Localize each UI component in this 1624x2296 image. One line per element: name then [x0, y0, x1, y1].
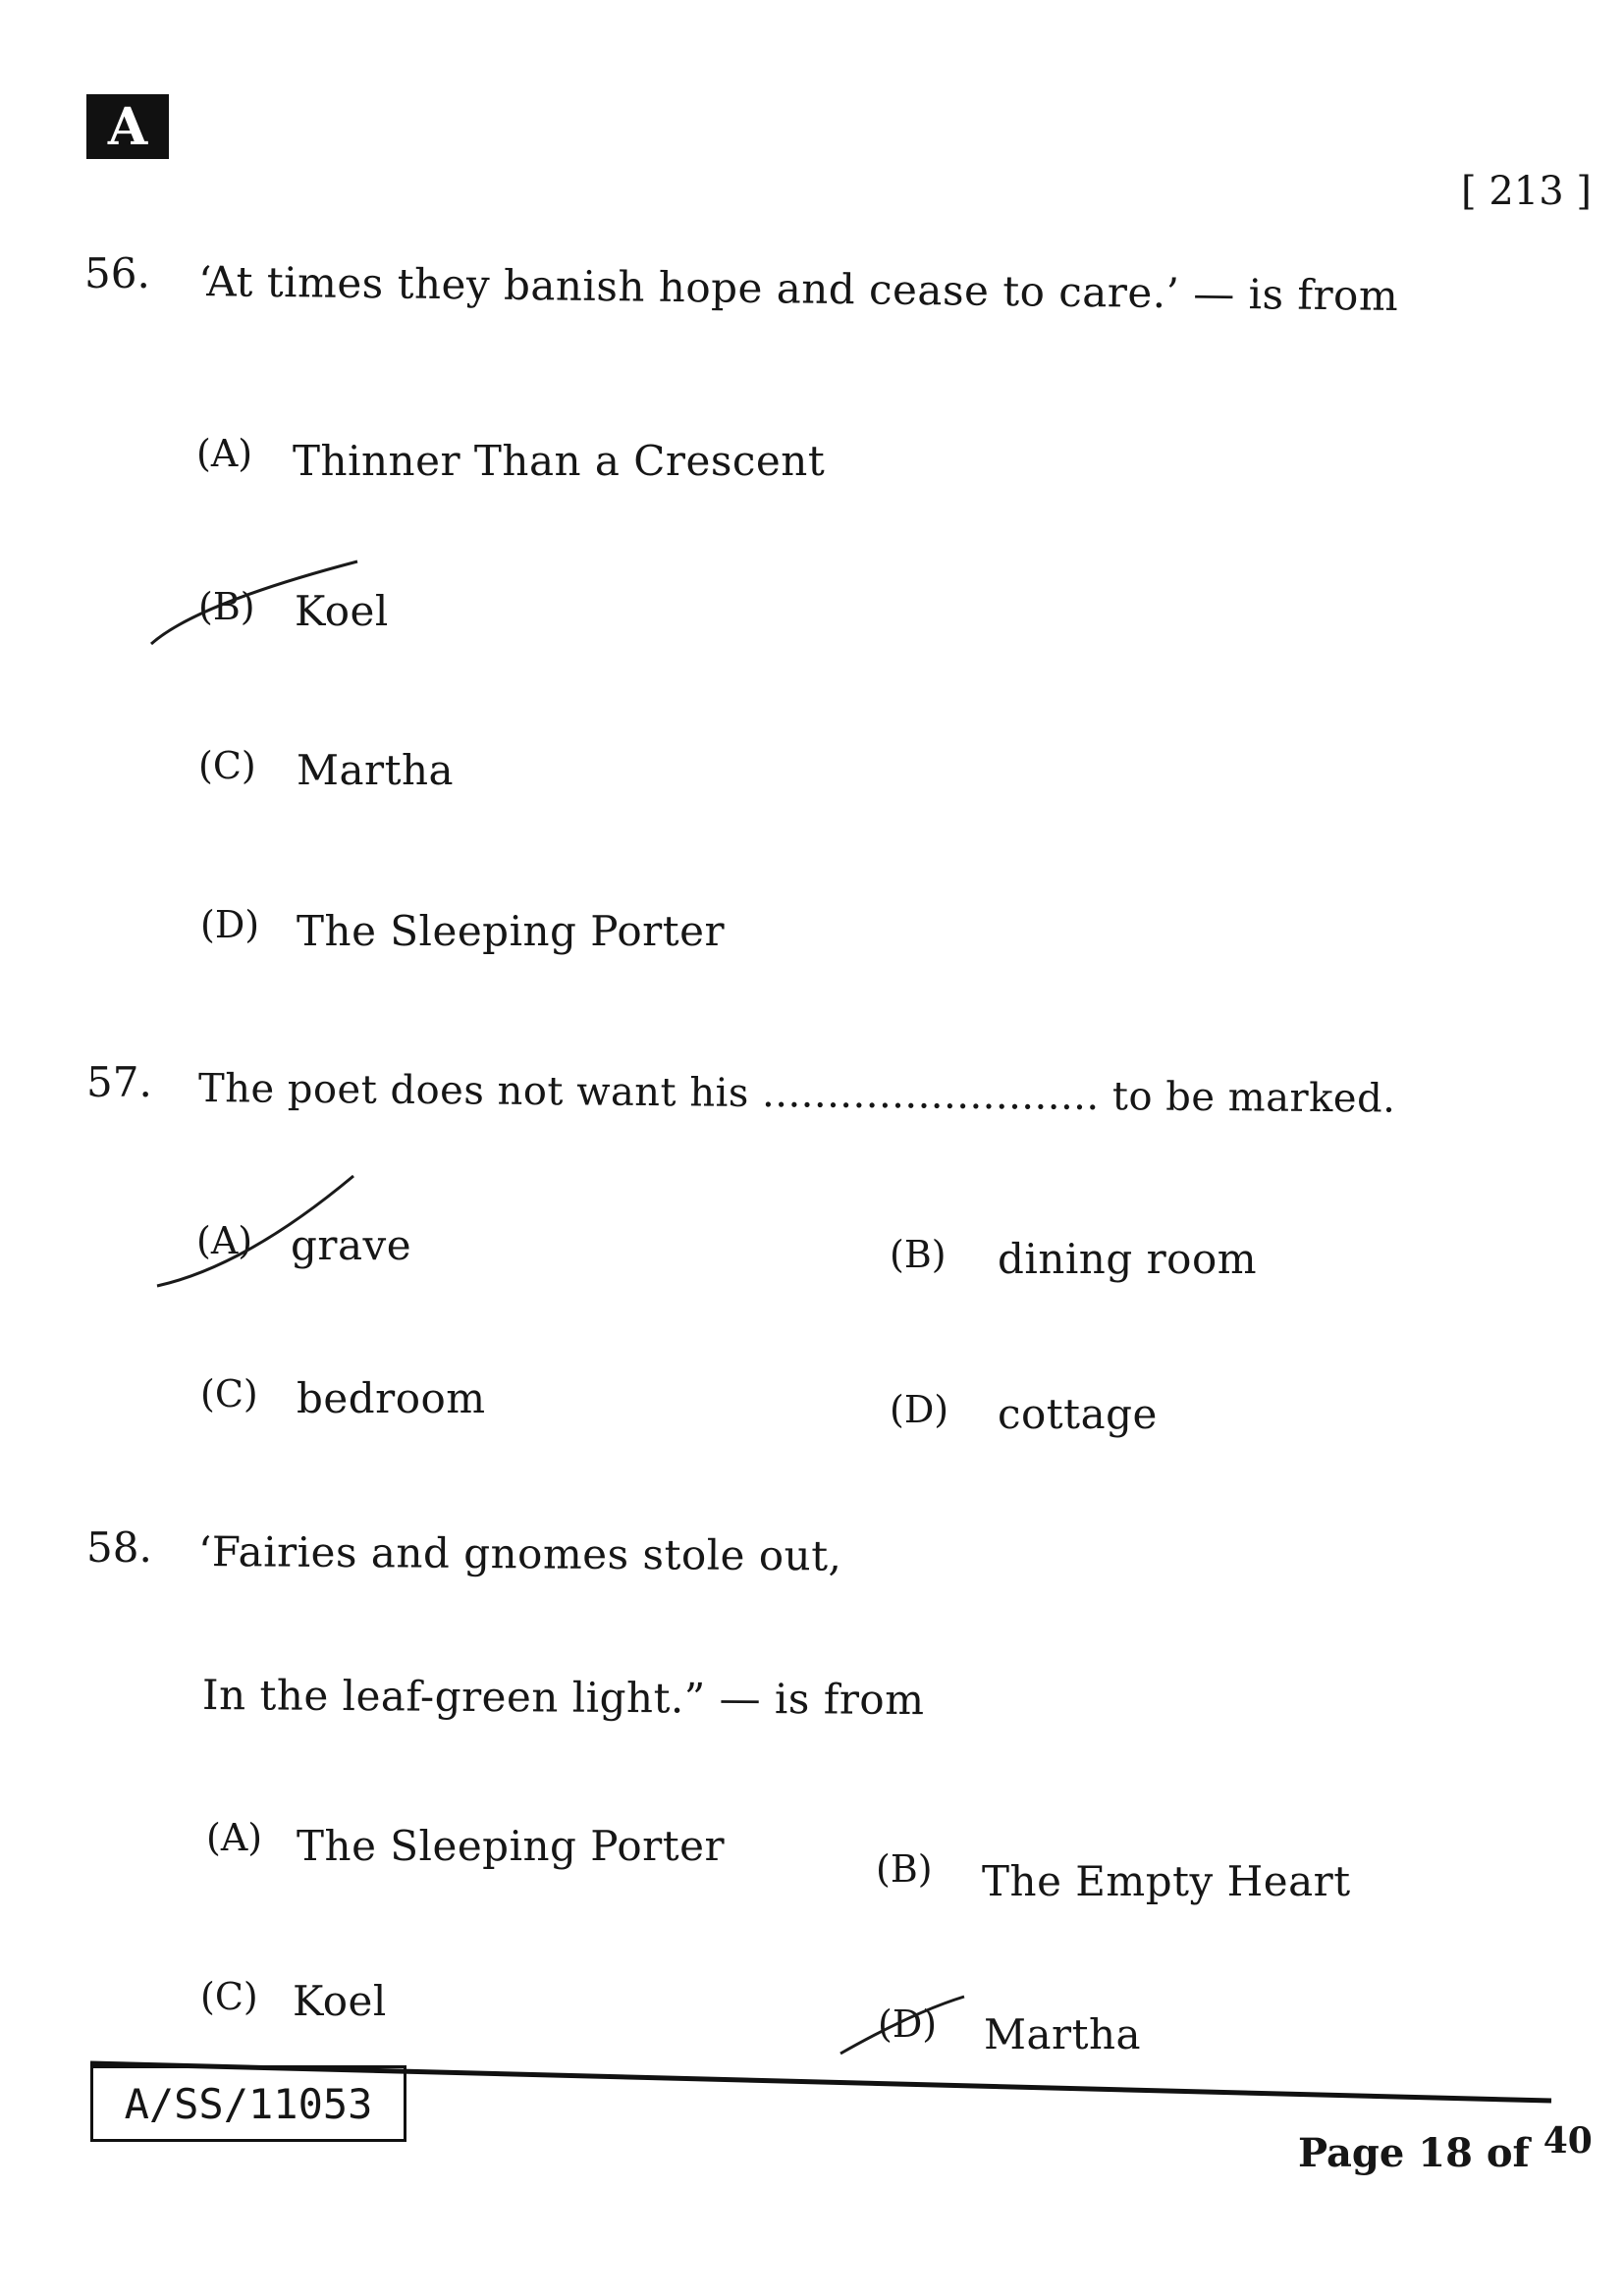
option-label: (C): [200, 1975, 258, 2018]
option-label: (D): [878, 2002, 938, 2046]
set-code: [ 213 ]: [1461, 169, 1592, 214]
option-label: (D): [200, 903, 260, 946]
question-number: 57.: [86, 1058, 152, 1106]
paper-code: A/SS/11053: [90, 2065, 406, 2142]
option-label: (A): [206, 1816, 263, 1859]
option-text: The Empty Heart: [982, 1857, 1351, 1905]
option-text: dining room: [998, 1235, 1258, 1283]
page-total: 40: [1543, 2120, 1593, 2162]
option-label: (A): [196, 432, 253, 475]
answer-tick-57: [157, 1176, 353, 1286]
option-text: The Sleeping Porter: [297, 1822, 726, 1870]
question-stem: ‘Fairies and gnomes stole out,: [197, 1527, 842, 1580]
option-label: (B): [890, 1233, 947, 1276]
option-text: Martha: [297, 746, 455, 794]
option-text: bedroom: [297, 1374, 486, 1422]
page-prefix: Page 18 of: [1298, 2130, 1530, 2176]
option-text: The Sleeping Porter: [297, 907, 726, 955]
footer-rule: [90, 2063, 1551, 2101]
option-label: (C): [200, 1372, 258, 1415]
option-label: (B): [876, 1847, 933, 1891]
question-number: 58.: [86, 1523, 152, 1572]
option-label: (D): [890, 1388, 949, 1431]
option-text: Koel: [293, 1977, 387, 2025]
question-stem: In the leaf-green light.” — is from: [201, 1671, 925, 1725]
series-badge: A: [86, 94, 169, 159]
option-label: (A): [196, 1219, 253, 1262]
question-number: 56.: [84, 249, 150, 297]
option-label: (B): [198, 585, 255, 628]
answer-tick-56: [151, 561, 357, 644]
question-stem: ‘At times they banish hope and cease to care.’ — is from: [197, 257, 1399, 320]
option-text: grave: [291, 1221, 412, 1269]
option-text: cottage: [998, 1390, 1158, 1438]
question-stem: The poet does not want his .......................... to be marked.: [197, 1066, 1396, 1122]
option-text: Koel: [295, 587, 389, 635]
answer-tick-58: [840, 1997, 964, 2054]
option-label: (C): [198, 744, 256, 787]
option-text: Thinner Than a Crescent: [293, 437, 826, 485]
option-text: Martha: [984, 2010, 1142, 2058]
